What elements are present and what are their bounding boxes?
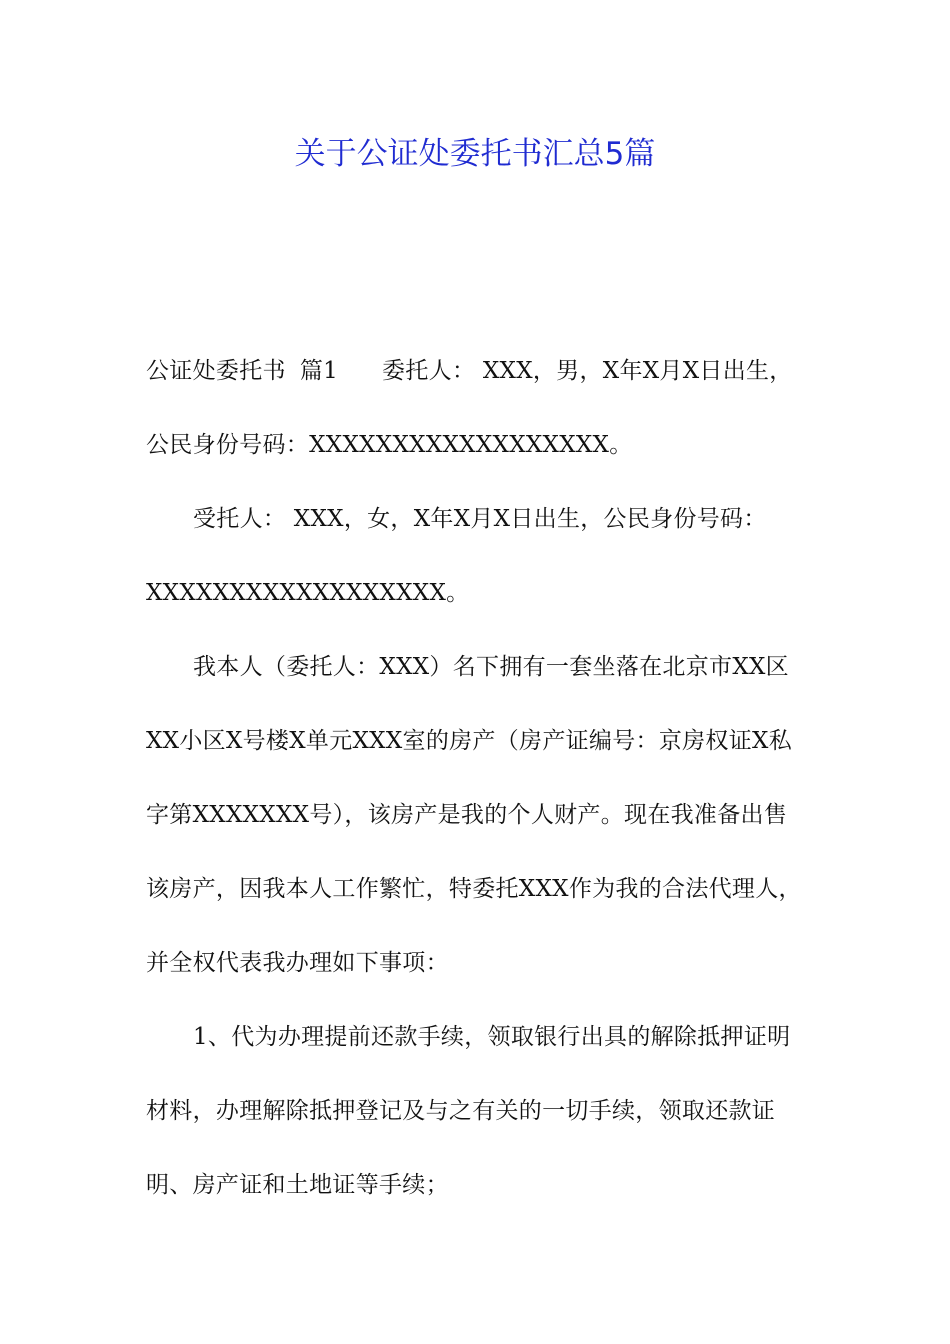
paragraph-1: [146, 334, 810, 482]
document-title: 关于公证处委托书汇总5篇: [294, 136, 656, 172]
paragraph-4: 1、代为办理提前还款手续，领取银行出具的解除抵押证明材料，办理解除抵押登记及与之有关的一切手续，领取还款证明、房产证和土地证等手续；: [146, 1024, 791, 1198]
paragraph-3: 我本人（委托人：XXX）名下拥有一套坐落在北京市XX区XX小区X号楼X单元XXX室的房产（房产证编号：京房权证X私字第XXXXXXX号），该房产是我的个人财产。现在我准备出售该房产，因我本人工作繁忙，特委托XXX作为我的合法代理人，并全权代表我办理如下事项：: [146, 654, 802, 976]
section-heading: 公证处委托书: [146, 358, 286, 384]
section-number: 篇1: [299, 358, 339, 384]
document-body: [146, 334, 810, 1222]
paragraph-2: 受托人： XXX，女，X年X月X日出生，公民身份号码：XXXXXXXXXXXXXXXXXX。: [146, 506, 767, 606]
paragraph-1-text: 委托人： XXX，男，X年X月X日出生，公民身份号码：XXXXXXXXXXXXXXXXXX。: [146, 358, 793, 458]
